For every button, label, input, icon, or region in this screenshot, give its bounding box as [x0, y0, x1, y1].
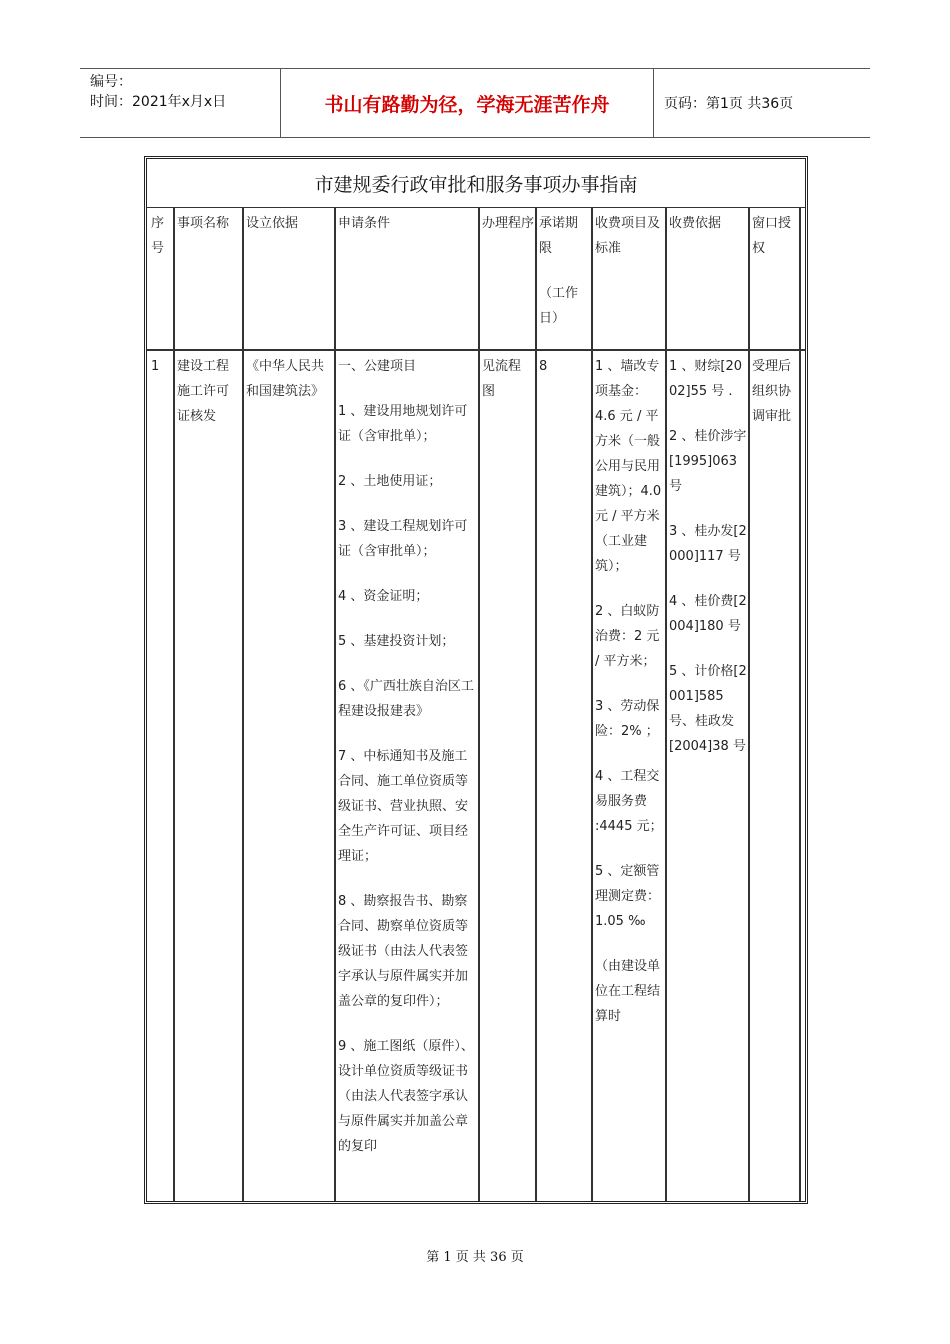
col-header-window: 窗口授权 — [752, 216, 792, 256]
fee-basis-item: 4 、桂价费[2004]180 号 — [669, 594, 747, 634]
col-header-conditions: 申请条件 — [338, 216, 391, 231]
condition-item: 一、公建项目 — [338, 359, 417, 374]
condition-item: 6 、《广西壮族自治区工程建设报建表》 — [338, 679, 474, 719]
fee-basis-item: 5 、计价格[2001]585 号、桂政发[2004]38 号 — [669, 664, 747, 754]
col-header-fee-items: 收费项目及标准 — [595, 216, 661, 256]
row-deadline: 8 — [539, 359, 548, 374]
col-divider — [665, 207, 667, 1201]
col-header-fee-basis: 收费依据 — [669, 216, 722, 231]
header-page-info: 页码：第1页 共36页 — [664, 96, 794, 112]
row-conditions — [338, 354, 474, 1179]
condition-item: 7 、中标通知书及施工合同、施工单位资质等级证书、营业执照、安全生产许可证、项目经理证； — [338, 749, 469, 864]
fee-item: 1 、墙改专项基金： 4.6 元 / 平方米（一般公用与民用建筑）；4.0 元 / 平方米（工业建筑）； — [595, 359, 662, 574]
row-seq: 1 — [151, 359, 160, 374]
deadline-unit: （工作日） — [539, 286, 579, 326]
row-window: 受理后组织协调审批 — [752, 359, 792, 424]
row-procedure: 见流程图 — [482, 359, 522, 399]
row-fee-basis — [669, 354, 747, 779]
condition-item: 5 、基建投资计划； — [338, 634, 455, 649]
fee-basis-item: 3 、桂办发[2000]117 号 — [669, 524, 747, 564]
row-name: 建设工程施工许可证核发 — [177, 359, 230, 424]
condition-item: 8 、勘察报告书、勘察合同、勘察单位资质等级证书（由法人代表签字承认与原件属实并加盖公章的复印件）； — [338, 894, 469, 1009]
col-header-name: 事项名称 — [177, 216, 230, 231]
deadline-label: 承诺期限 — [539, 216, 579, 256]
condition-item: 9 、施工图纸（原件）、设计单位资质等级证书（由法人代表签字承认与原件属实并加盖公章的复印 — [338, 1039, 474, 1154]
col-divider — [173, 207, 175, 1201]
col-header-procedure: 办理程序 — [482, 216, 535, 231]
col-header-basis: 设立依据 — [246, 216, 299, 231]
doc-time-label: 时间：2021年x月x日 — [90, 94, 227, 110]
fee-item: 3 、劳动保险：2% ； — [595, 699, 660, 739]
col-header-deadline — [539, 211, 589, 331]
row-divider — [147, 349, 805, 351]
condition-item: 4 、资金证明； — [338, 589, 429, 604]
header-meta — [80, 69, 281, 137]
col-divider — [748, 207, 750, 1201]
guide-table — [144, 156, 808, 1204]
condition-item: 3 、建设工程规划许可证（含审批单）； — [338, 519, 468, 559]
col-divider — [242, 207, 244, 1201]
fee-item: 5 、定额管理测定费： 1.05 ‰ — [595, 864, 661, 929]
col-divider — [535, 207, 537, 1201]
page-footer: 第 1 页 共 36 页 — [426, 1250, 524, 1265]
col-header-seq: 序号 — [151, 216, 165, 256]
row-fees — [595, 354, 663, 1049]
fee-item: 2 、白蚁防治费：2 元 / 平方米； — [595, 604, 660, 669]
page-header — [80, 68, 870, 138]
table-title: 市建规委行政审批和服务事项办事指南 — [147, 159, 805, 208]
col-divider — [334, 207, 336, 1201]
fee-basis-item: 2 、桂价涉字[1995]063 号 — [669, 429, 747, 494]
row-basis: 《中华人民共和国建筑法》 — [246, 359, 325, 399]
condition-item: 1 、建设用地规划许可证（含审批单）； — [338, 404, 468, 444]
col-divider — [591, 207, 593, 1201]
col-divider — [799, 207, 801, 1201]
condition-item: 2 、土地使用证； — [338, 474, 442, 489]
fee-basis-item: 1 、财综[2002]55 号 . — [669, 359, 743, 399]
col-divider — [478, 207, 480, 1201]
header-motto: 书山有路勤为径，学海无涯苦作舟 — [281, 69, 654, 137]
doc-number-label: 编号： — [90, 74, 132, 90]
fee-item: （由建设单位在工程结算时 — [595, 959, 661, 1024]
fee-item: 4 、工程交易服务费 :4445 元； — [595, 769, 663, 834]
